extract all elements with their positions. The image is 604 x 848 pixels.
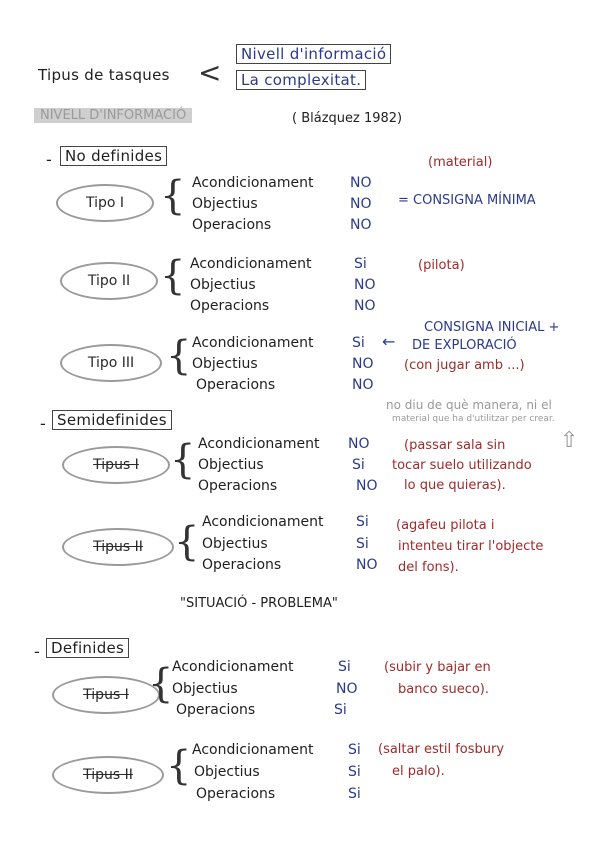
type-oval [60,262,158,300]
value-acond: Si [338,659,351,675]
type-oval [60,344,162,382]
brace-icon: { [148,661,174,707]
label-oper: Operacions [198,478,278,494]
note-passar-2: tocar suelo utilizando [392,458,532,473]
label-oper: Operacions [192,217,272,233]
note-passar-1: (passar sala sin [404,438,506,453]
label-obj: Objectius [172,681,238,697]
value-obj: Si [352,457,365,473]
label-obj: Objectius [194,764,260,780]
value-acond: Si [356,514,369,530]
brace-icon: { [160,253,186,299]
note-passar-3: lo que quieras). [404,478,506,493]
situacio-problema: "SITUACIÓ - PROBLEMA" [180,596,338,611]
header-box-complexity: La complexitat. [236,70,366,90]
header-left: Tipus de tasques [38,66,170,84]
value-oper: NO [352,377,374,393]
label-acond: Acondicionament [190,256,312,272]
brace-icon: { [166,333,192,379]
note-consigna-inicial: CONSIGNA INICIAL + [424,320,560,335]
brace-icon: { [170,437,196,483]
label-oper: Operacions [196,377,276,393]
gray-note-line1: no diu de què manera, ni el [386,398,552,412]
note-jugar: (con jugar amb ...) [404,358,525,373]
label-obj: Objectius [192,356,258,372]
note-agafeu-3: del fons). [398,560,459,575]
note-saltar-1: (saltar estil fosbury [378,742,505,757]
label-obj: Objectius [190,277,256,293]
section-definides: Definides [46,638,129,658]
type-label: Tipus I [93,457,139,473]
label-acond: Acondicionament [172,659,294,675]
note-agafeu-1: (agafeu pilota i [396,518,495,533]
value-oper: Si [348,786,361,802]
gray-note-line2: material que ha d'utilitzar per crear. [392,414,555,424]
value-acond: Si [354,256,367,272]
note-consigna-minima: = CONSIGNA MÍNIMA [398,193,536,208]
level-reference: ( Blázquez 1982) [292,111,403,126]
type-label: Tipo III [87,355,135,371]
note-exploracio: DE EXPLORACIÓ [412,338,517,353]
value-oper: NO [354,298,376,314]
note-subir-1: (subir y bajar en [384,660,491,675]
value-obj: NO [336,681,358,697]
less-than-symbol: < [198,56,222,89]
value-acond: Si [348,742,361,758]
type-oval [62,528,174,566]
dash: - [40,414,46,433]
label-acond: Acondicionament [202,514,324,530]
label-acond: Acondicionament [192,175,314,191]
value-obj: NO [352,356,374,372]
section-no-definides: No definides [60,146,167,166]
dash: - [34,642,40,661]
value-obj: Si [348,764,361,780]
note-material: (material) [428,155,493,170]
brace-icon: { [166,743,192,789]
type-label: Tipo II [87,273,131,289]
note-saltar-2: el palo). [392,764,445,779]
value-obj: NO [354,277,376,293]
type-label: Tipus II [83,767,133,783]
value-acond: Si [352,335,365,351]
type-label: Tipo I [85,195,125,211]
value-oper: Si [334,702,347,718]
header-box-level: Nivell d'informació [236,44,391,64]
type-oval [62,446,170,484]
type-label: Tipus I [83,687,129,703]
dash: - [46,150,52,169]
note-agafeu-2: intenteu tirar l'objecte [398,539,544,554]
label-obj: Objectius [202,536,268,552]
type-oval [52,676,160,714]
label-oper: Operacions [176,702,256,718]
note-pilota: (pilota) [418,258,465,273]
type-oval [52,756,164,794]
value-oper: NO [350,217,372,233]
label-oper: Operacions [202,557,282,573]
arrow-left-icon: ← [382,332,396,351]
value-oper: NO [356,557,378,573]
label-acond: Acondicionament [192,335,314,351]
label-acond: Acondicionament [192,742,314,758]
arrow-up-icon: ⇧ [560,428,579,453]
value-obj: Si [356,536,369,552]
label-obj: Objectius [192,196,258,212]
label-obj: Objectius [198,457,264,473]
value-acond: NO [350,175,372,191]
note-subir-2: banco sueco). [398,682,490,697]
value-obj: NO [350,196,372,212]
label-acond: Acondicionament [198,436,320,452]
type-oval [56,184,154,222]
brace-icon: { [174,519,200,565]
type-label: Tipus II [93,539,143,555]
section-semidefinides: Semidefinides [52,410,172,430]
brace-icon: { [160,173,186,219]
label-oper: Operacions [190,298,270,314]
value-oper: NO [356,478,378,494]
value-acond: NO [348,436,370,452]
label-oper: Operacions [196,786,276,802]
level-title: NIVELL D'INFORMACIÓ [34,108,192,123]
